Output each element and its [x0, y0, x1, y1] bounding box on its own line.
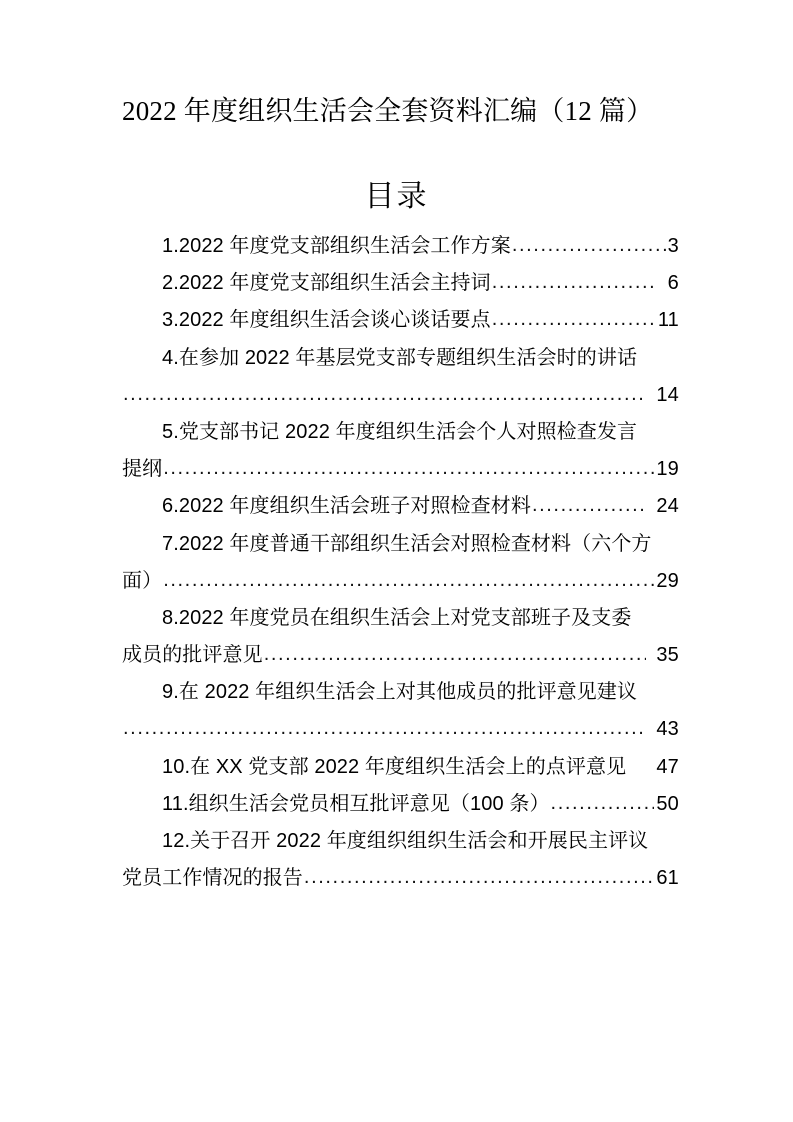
toc-page-number: 35: [656, 644, 679, 667]
toc-entry-line[interactable]: [122, 265, 679, 302]
toc-dot-leader: [551, 786, 655, 822]
toc-dot-leader: [264, 637, 647, 673]
toc-page-number: 6: [667, 272, 679, 295]
toc-entry-line[interactable]: [122, 637, 679, 674]
toc-entry-text: 12.关于召开 2022 年度组织组织生活会和开展民主评议: [162, 830, 649, 852]
toc-entry-line[interactable]: [122, 414, 679, 451]
toc-dot-leader: [532, 488, 646, 524]
toc-page-number: 47: [656, 755, 679, 778]
toc-dot-leader: [163, 563, 654, 599]
toc-entry-line[interactable]: [122, 823, 679, 860]
toc-dot-leader: [492, 302, 656, 338]
toc-entry-line[interactable]: [122, 302, 679, 339]
toc-entry-text: 党员工作情况的报告: [122, 867, 303, 890]
toc-dot-leader: [123, 711, 646, 747]
toc-page-number: 61: [656, 867, 679, 890]
toc-page-number: 14: [656, 383, 679, 406]
toc-entry-text: 7.2022 年度普通干部组织生活会对照检查材料（六个方: [162, 532, 652, 555]
toc-entry-line[interactable]: [122, 526, 679, 563]
toc-dot-leader: [163, 451, 654, 487]
toc-entry-text: 11.组织生活会党员相互批评意见（100 条）: [162, 792, 550, 815]
toc-entry-line[interactable]: [122, 860, 679, 897]
toc-entry-text: 6.2022 年度组织生活会班子对照检查材料: [162, 495, 531, 518]
toc-entry-text: 成员的批评意见: [122, 644, 263, 667]
toc-page-number: 24: [656, 495, 679, 518]
toc-page-number: 3: [667, 235, 679, 257]
toc-page-number: 11: [657, 309, 679, 332]
toc-entry-text: 9.在 2022 年组织生活会上对其他成员的批评意见建议: [162, 681, 638, 704]
toc-entry-text: 2.2022 年度党支部组织生活会主持词: [162, 272, 491, 295]
toc-dot-leader: [123, 377, 646, 413]
toc-entry-line[interactable]: [122, 488, 679, 525]
toc-entry-line[interactable]: [122, 451, 679, 488]
toc-page-number: 19: [656, 458, 679, 481]
toc-entry-line[interactable]: [122, 600, 679, 637]
toc-entry-text: 8.2022 年度党员在组织生活会上对党支部班子及支委: [162, 606, 632, 629]
toc-entry-text: 1.2022 年度党支部组织生活会工作方案: [162, 235, 511, 257]
toc-entry-text: 3.2022 年度组织生活会谈心谈话要点: [162, 309, 491, 332]
toc-entry-line[interactable]: [122, 377, 679, 414]
toc-entry-line[interactable]: [122, 786, 679, 823]
toc-entry-text: 面）: [122, 569, 163, 592]
toc-dot-leader: [512, 228, 666, 264]
toc-entry-text: 提纲: [122, 458, 163, 481]
toc-entry-line[interactable]: [122, 674, 679, 711]
toc-heading: 目录: [364, 180, 429, 213]
toc-entry-line[interactable]: [122, 711, 679, 748]
toc-dot-leader: [304, 860, 654, 896]
toc-entry-text: 5.党支部书记 2022 年度组织生活会个人对照检查发言: [162, 420, 638, 443]
toc-entry-text: 10.在 XX 党支部 2022 年度组织生活会上的点评意见: [162, 755, 627, 778]
toc-page-number: 50: [656, 792, 679, 815]
toc-entry-line[interactable]: [122, 749, 679, 786]
toc-entry-line[interactable]: [122, 340, 679, 377]
toc-page-number: 29: [656, 569, 679, 592]
document-title: 2022 年度组织生活会全套资料汇编（12 篇）: [122, 96, 654, 126]
toc-dot-leader: [492, 265, 658, 301]
toc-entry-text: 4.在参加 2022 年基层党支部专题组织生活会时的讲话: [162, 346, 638, 369]
toc-entry-line[interactable]: [122, 228, 679, 265]
toc-page-number: 43: [656, 718, 679, 741]
table-of-contents: [122, 228, 679, 897]
toc-entry-line[interactable]: [122, 563, 679, 600]
